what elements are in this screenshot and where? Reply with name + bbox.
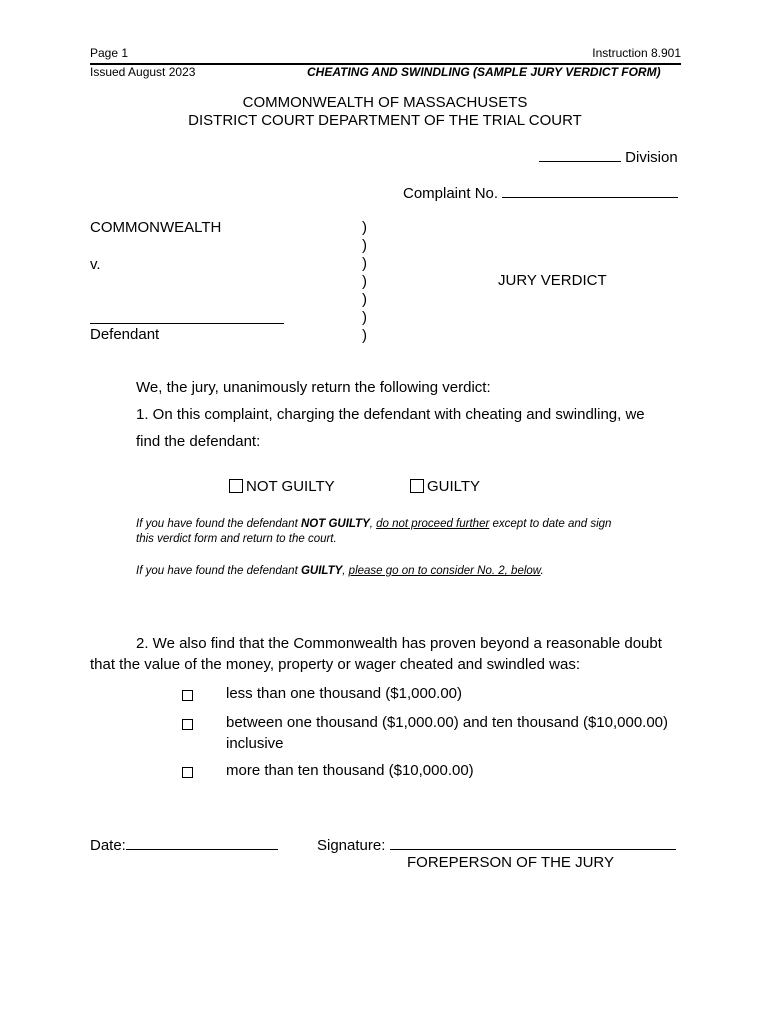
- value-option-checkbox[interactable]: [182, 688, 193, 706]
- guilty-option[interactable]: [410, 478, 480, 495]
- issued-date: Issued August 2023: [90, 65, 196, 79]
- caption-paren: ): [362, 327, 367, 344]
- form-title: CHEATING AND SWINDLING (SAMPLE JURY VERDICT FORM): [307, 65, 661, 79]
- value-option-checkbox[interactable]: [182, 717, 193, 735]
- date-blank[interactable]: [126, 836, 278, 850]
- not-guilty-checkbox[interactable]: [229, 479, 243, 493]
- guilty-label: GUILTY: [427, 478, 481, 495]
- instruction-text: ,: [342, 565, 349, 577]
- question-2-line-1: 2. We also find that the Commonwealth has proven beyond a reasonable doubt: [136, 635, 662, 652]
- instruction-text: If you have found the defendant: [136, 565, 301, 577]
- document-title: JURY VERDICT: [498, 272, 607, 289]
- signature-blank[interactable]: [390, 836, 676, 850]
- court-line-2: DISTRICT COURT DEPARTMENT OF THE TRIAL COURT: [188, 112, 582, 129]
- caption-paren: ): [362, 255, 367, 272]
- date-line: [90, 836, 278, 854]
- question-1-line-2: find the defendant:: [136, 433, 261, 450]
- signature-line: [317, 836, 676, 854]
- defendant-name-blank[interactable]: [90, 323, 284, 324]
- complaint-number-blank[interactable]: [502, 184, 678, 198]
- caption-paren: ): [362, 273, 367, 290]
- value-option-label-continued: inclusive: [226, 735, 284, 752]
- instruction-text: If you have found the defendant: [136, 518, 301, 530]
- not-guilty-option[interactable]: [229, 478, 335, 495]
- not-guilty-instruction: [136, 518, 611, 530]
- not-guilty-instruction-line-2: this verdict form and return to the court.: [136, 533, 337, 545]
- guilty-checkbox[interactable]: [410, 479, 424, 493]
- instruction-emphasis: NOT GUILTY: [300, 518, 370, 530]
- foreperson-label: FOREPERSON OF THE JURY: [407, 854, 614, 871]
- caption-paren: ): [362, 219, 367, 236]
- versus: v.: [90, 256, 101, 273]
- instruction-underlined: do not proceed further: [376, 518, 490, 530]
- instruction-text: .: [540, 565, 544, 577]
- instruction-number: Instruction 8.901: [592, 46, 681, 60]
- signature-label: Signature:: [317, 837, 386, 854]
- caption-paren: ): [362, 237, 367, 254]
- instruction-emphasis: GUILTY: [300, 565, 343, 577]
- division-label: Division: [625, 149, 678, 166]
- value-option-label: less than one thousand ($1,000.00): [226, 685, 463, 702]
- not-guilty-label: NOT GUILTY: [246, 478, 335, 495]
- defendant-label: Defendant: [90, 326, 160, 343]
- verdict-intro: We, the jury, unanimously return the following verdict:: [136, 379, 491, 396]
- instruction-underlined: please go on to consider No. 2, below: [348, 565, 541, 577]
- date-label: Date:: [90, 837, 126, 854]
- complaint-label: Complaint No.: [403, 185, 499, 202]
- instruction-text: except to date and sign: [489, 518, 612, 530]
- instruction-text: ,: [369, 518, 377, 530]
- page-number: Page 1: [90, 46, 129, 60]
- value-option-label: more than ten thousand ($10,000.00): [226, 762, 474, 779]
- division-blank[interactable]: [539, 148, 621, 162]
- court-line-1: COMMONWEALTH OF MASSACHUSETS: [242, 94, 528, 111]
- division-line: [539, 148, 678, 166]
- guilty-instruction: [136, 565, 544, 577]
- caption-paren: ): [362, 291, 367, 308]
- value-option-checkbox[interactable]: [182, 765, 193, 783]
- plaintiff-name: COMMONWEALTH: [90, 219, 222, 236]
- value-option-label: between one thousand ($1,000.00) and ten thousand ($10,000.00): [226, 714, 669, 731]
- caption-paren: ): [362, 309, 367, 326]
- header-rule: [90, 63, 681, 65]
- question-1-line-1: 1. On this complaint, charging the defendant with cheating and swindling, we: [136, 406, 645, 423]
- question-2-line-2: that the value of the money, property or wager cheated and swindled was:: [90, 656, 581, 673]
- complaint-line: [403, 184, 678, 202]
